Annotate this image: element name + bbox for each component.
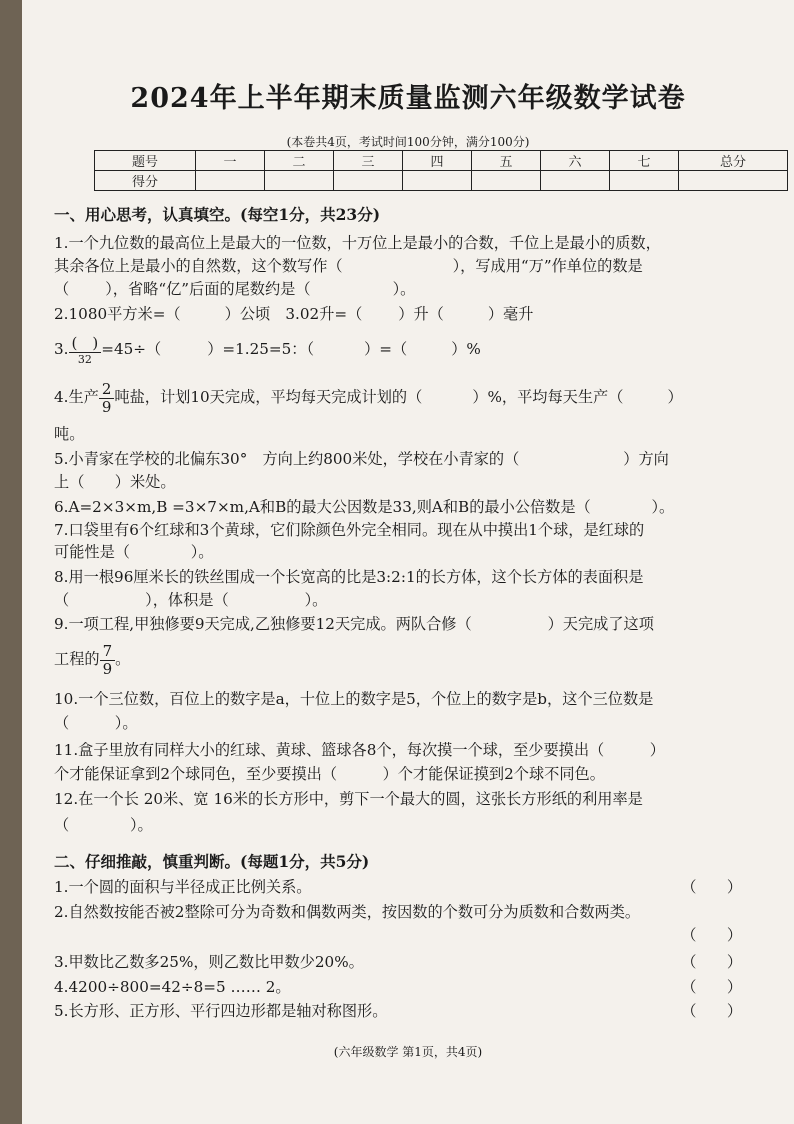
judge-text: 5.长方形、正方形、平行四边形都是轴对称图形。 [54, 1002, 388, 1020]
judge-answer-box[interactable]: （ ） [681, 926, 742, 944]
q7-line2: 可能性是（ ）。 [54, 543, 214, 561]
q2-text: ）升（ [398, 305, 444, 323]
score-cell[interactable] [196, 171, 265, 191]
score-header-cell: 七 [610, 151, 679, 171]
fraction-numerator: 2 [99, 382, 115, 399]
q2-line [54, 304, 772, 324]
q1-line2 [54, 256, 772, 276]
q9-fraction [100, 641, 116, 678]
judge-answer-box[interactable]: （ ） [681, 1002, 742, 1020]
judge-answer-box[interactable]: （ ） [681, 953, 742, 971]
judge-text: 4.4200÷800=42÷8=5 …… 2。 [54, 978, 291, 996]
q4-text: 吨盐，计划10天完成，平均每天完成计划的（ [114, 388, 423, 406]
q8-line2: （ ），体积是（ ）。 [54, 591, 328, 609]
judge-item-1 [54, 877, 772, 897]
exam-title: 2024年上半年期末质量监测六年级数学试卷 [130, 83, 686, 114]
score-cell[interactable] [403, 171, 472, 191]
q1-text: ），省略“亿”后面的尾数约是（ [105, 280, 311, 298]
q6-line: 6.A=2×3×m,B =3×7×m,A和B的最大公因数是33,则A和B的最小公倍数是（ ）。 [54, 498, 675, 516]
q11-line1: 11.盒子里放有同样大小的红球、黄球、篮球各8个，每次摸一个球，至少要摸出（ ） [54, 741, 665, 759]
judge-item-2 [54, 902, 772, 922]
score-cell[interactable] [472, 171, 541, 191]
score-table-score-row [95, 171, 788, 191]
q4-line2: 吨。 [54, 425, 85, 443]
section2-heading: 二、仔细推敲，慎重判断。(每题1分，共5分) [54, 852, 370, 871]
section1-heading: 一、用心思考，认真填空。(每空1分，共23分) [54, 205, 381, 224]
q3-text: =45÷（ [101, 340, 162, 358]
score-row-label: 得分 [95, 171, 196, 191]
q3-text: 3. [54, 340, 69, 358]
score-table-header-row [95, 151, 788, 171]
judge-answer-box[interactable]: （ ） [681, 978, 742, 996]
q2-text: 2.1080平方米=（ [54, 305, 181, 323]
fraction-numerator[interactable]: ( ) [69, 336, 102, 353]
q9-line2 [54, 642, 772, 677]
score-cell[interactable] [679, 171, 788, 191]
q5-line2: 上（ ）米处。 [54, 473, 176, 491]
score-header-cell: 五 [472, 151, 541, 171]
score-cell[interactable] [610, 171, 679, 191]
q9-text: 工程的 [54, 650, 100, 668]
q12-line1: 12.在一个长 20米、宽 16米的长方形中，剪下一个最大的圆，这张长方形纸的利用率是 [54, 790, 643, 808]
q4-text: ） [667, 388, 683, 406]
q3-text: ）=1.25=5：（ [207, 340, 315, 358]
q2-text: ）毫升 [487, 305, 534, 323]
score-cell[interactable] [334, 171, 403, 191]
judge-text: 1.一个圆的面积与半径成正比例关系。 [54, 878, 312, 896]
score-cell[interactable] [541, 171, 610, 191]
q3-line [54, 332, 772, 366]
q12-line2: （ ）。 [54, 816, 153, 834]
q3-text: ）% [451, 340, 481, 358]
exam-subtitle: (本卷共4页，考试时间100分钟，满分100分) [286, 135, 530, 149]
judge-text: 2.自然数按能否被2整除可分为奇数和偶数两类，按因数的个数可分为质数和合数两类。 [54, 903, 641, 921]
q1-text: 其余各位上是最小的自然数，这个数写作（ [54, 257, 343, 275]
fraction-denominator: 9 [101, 397, 112, 416]
q8-line1: 8.用一根96厘米长的铁丝围成一个长宽高的比是3:2:1的长方体，这个长方体的表面积是 [54, 568, 644, 586]
q1-text: ）。 [392, 280, 416, 298]
score-header-cell: 总分 [679, 151, 788, 171]
score-header-cell: 三 [334, 151, 403, 171]
fraction-numerator: 7 [100, 644, 116, 661]
q5-line1 [54, 449, 772, 469]
q1-text: ），写成用“万”作单位的数是 [452, 257, 643, 275]
q4-text: 4.生产 [54, 388, 99, 406]
q5-text: ）方向 [623, 450, 669, 468]
score-cell[interactable] [265, 171, 334, 191]
q5-text: 5.小青家在学校的北偏东30° 方向上约800米处，学校在小青家的（ [54, 450, 520, 468]
judge-item-3 [54, 952, 772, 972]
judge-item-5 [54, 1001, 772, 1021]
score-header-cell: 六 [541, 151, 610, 171]
q4-fraction [99, 379, 115, 416]
q3-text: ）=（ [364, 340, 408, 358]
fraction-denominator: 9 [102, 659, 113, 678]
q7-line1: 7.口袋里有6个红球和3个黄球，它们除颜色外完全相同。现在从中摸出1个球，是红球的 [54, 521, 645, 539]
q1-line3 [54, 279, 772, 299]
judge-answer-box[interactable]: （ ） [681, 878, 742, 896]
q1-line1: 1.一个九位数的最高位上是最大的一位数，十万位上是最小的合数，千位上是最小的质数， [54, 234, 661, 252]
exam-paper [22, 0, 794, 1124]
judge-text: 3.甲数比乙数多25%，则乙数比甲数少20%。 [54, 953, 364, 971]
q3-fraction [69, 333, 102, 366]
q2-text: ）公顷 3.02升=（ [224, 305, 363, 323]
q10-line2: （ ）。 [54, 714, 138, 732]
q9-text: 。 [115, 650, 131, 668]
page-footer: (六年级数学 第1页，共4页) [333, 1045, 483, 1059]
score-header-cell: 题号 [95, 151, 196, 171]
q10-line1: 10.一个三位数，百位上的数字是a，十位上的数字是5，个位上的数字是b，这个三位数是 [54, 690, 654, 708]
q4-text: ）%，平均每天生产（ [472, 388, 624, 406]
q4-line1 [54, 380, 772, 415]
fraction-denominator: 32 [77, 352, 92, 366]
q1-text: （ [54, 280, 70, 298]
q9-line1: 9.一项工程,甲独修要9天完成,乙独修要12天完成。两队合修（ ）天完成了这项 [54, 615, 654, 633]
score-header-cell: 二 [265, 151, 334, 171]
score-table [94, 150, 788, 191]
score-header-cell: 一 [196, 151, 265, 171]
judge-item-4 [54, 977, 772, 997]
q11-line2: 个才能保证拿到2个球同色，至少要摸出（ ）个才能保证摸到2个球不同色。 [54, 765, 605, 783]
score-header-cell: 四 [403, 151, 472, 171]
